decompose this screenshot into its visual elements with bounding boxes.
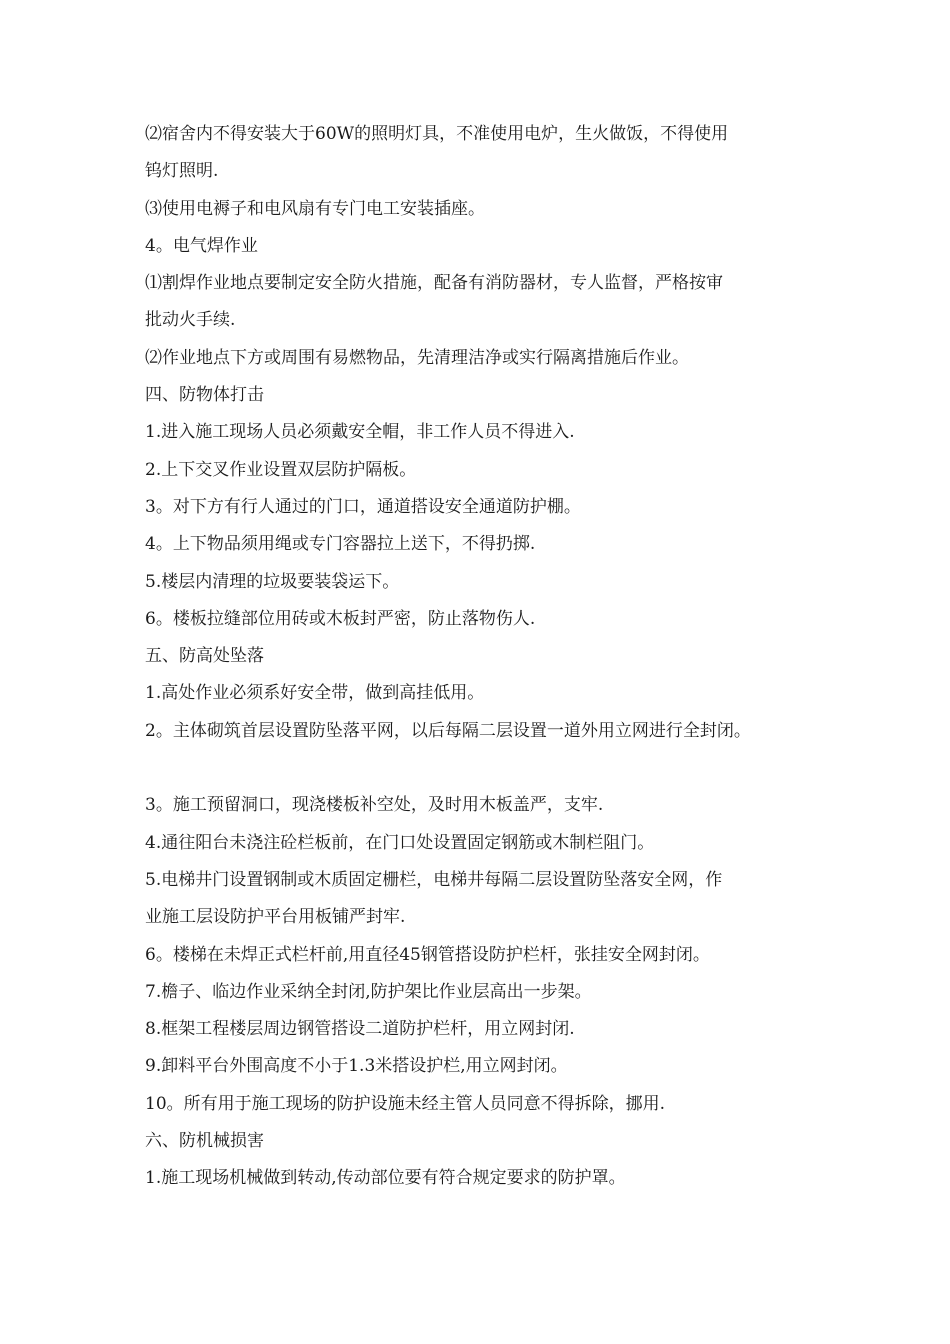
text-line: 3。施工预留洞口，现浇楼板补空处，及时用木板盖严，支牢. — [145, 795, 604, 816]
text-line: 5.楼层内清理的垃圾要装袋运下。 — [145, 571, 400, 592]
text-line: 7.檐子、临边作业采纳全封闭,防护架比作业层高出一步架。 — [145, 981, 592, 1002]
blank-line — [145, 750, 815, 787]
section-heading: 六、防机械损害 — [145, 1131, 264, 1152]
text-line: 4。上下物品须用绳或专门容器拉上送下，不得扔掷. — [145, 534, 536, 555]
text-line: ⑶使用电褥子和电风扇有专门电工安装插座。 — [145, 198, 485, 219]
document-body — [145, 116, 815, 1198]
text-line: 4.通往阳台未浇注砼栏板前，在门口处设置固定钢筋或木制栏阻门。 — [145, 832, 655, 853]
text-line: 10。所有用于施工现场的防护设施未经主管人员同意不得拆除，挪用. — [145, 1093, 666, 1114]
text-line: 1.施工现场机械做到转动,传动部位要有符合规定要求的防护罩。 — [145, 1168, 626, 1189]
text-line: 业施工层设防护平台用板铺严封牢. — [145, 907, 406, 928]
text-line: 9.卸料平台外围高度不小于1.3米搭设护栏,用立网封闭。 — [145, 1056, 568, 1077]
text-line: 2.上下交叉作业设置双层防护隔板。 — [145, 459, 417, 480]
text-line: 3。对下方有行人通过的门口，通道搭设安全通道防护棚。 — [145, 496, 581, 517]
text-line: 钨灯照明. — [145, 161, 219, 182]
text-line: 8.框架工程楼层周边钢管搭设二道防护栏杆，用立网封闭. — [145, 1019, 575, 1040]
text-line: ⑵作业地点下方或周围有易燃物品，先清理洁净或实行隔离措施后作业。 — [145, 347, 689, 368]
text-line: ⑴割焊作业地点要制定安全防火措施，配备有消防器材，专人监督，严格按审 — [145, 273, 723, 294]
text-line: 6。楼板拉缝部位用砖或木板封严密，防止落物伤人. — [145, 608, 536, 629]
text-line: ⑵宿舍内不得安装大于60W的照明灯具，不准使用电炉，生火做饭，不得使用 — [145, 124, 729, 144]
section-heading: 五、防高处坠落 — [145, 646, 264, 667]
text-line: 2。主体砌筑首层设置防坠落平网，以后每隔二层设置一道外用立网进行全封闭。 — [145, 720, 751, 741]
text-line: 5.电梯井门设置钢制或木质固定栅栏，电梯井每隔二层设置防坠落安全网，作 — [145, 869, 723, 890]
text-line: 批动火手续. — [145, 310, 236, 331]
text-line: 1.高处作业必须系好安全带，做到高挂低用。 — [145, 683, 485, 704]
section-heading: 四、防物体打击 — [145, 385, 264, 406]
text-line: 6。楼梯在未焊正式栏杆前,用直径45钢管搭设防护栏杆，张挂安全网封闭。 — [145, 944, 710, 965]
section-heading: 4。电气焊作业 — [145, 235, 258, 256]
text-line: 1.进入施工现场人员必须戴安全帽，非工作人员不得进入. — [145, 422, 575, 443]
